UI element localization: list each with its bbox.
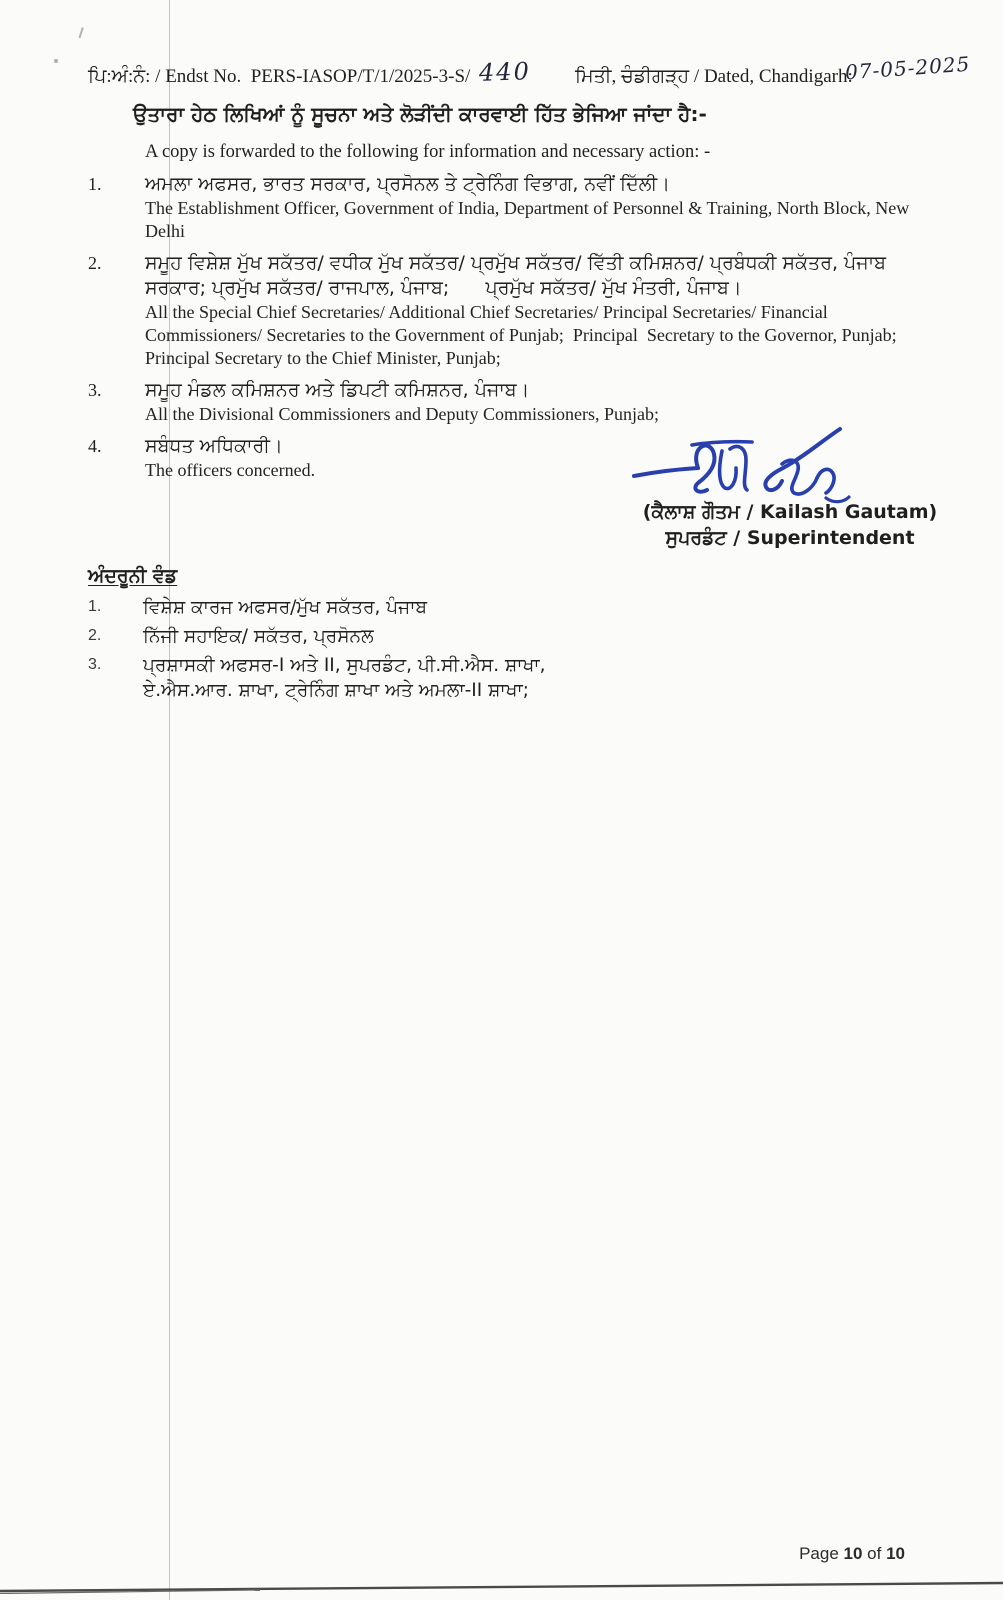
- page-number-footer: [799, 1544, 905, 1564]
- recipient-punjabi: ਸਬੰਧਤ ਅਧਿਕਾਰੀ।: [145, 435, 283, 457]
- bottom-scan-line: [0, 1578, 1003, 1594]
- signature-scribble: [630, 424, 868, 508]
- internal-distribution-heading: ਅੰਦਰੂਨੀ ਵੰਡ: [88, 565, 178, 587]
- recipient-number: 2.: [88, 253, 102, 273]
- scan-speck: [78, 27, 88, 40]
- date-handwritten: 07-05-2025: [844, 51, 971, 85]
- page-current: 10: [843, 1544, 863, 1563]
- signatory-name: (ਕੈਲਾਸ਼ ਗੌਤਮ / Kailash Gautam): [642, 501, 938, 523]
- of-word: of: [862, 1544, 887, 1563]
- recipient-english: All the Special Chief Secretaries/ Additional Chief Secretaries/ Principal Secretaries/ Financial Commissioners/ Secretaries to the Government of Punjab; Principal Secretary to the Governor, Punjab; Principal Secretary to the Chief Minister, Punjab;: [145, 302, 911, 368]
- recipient-item: [88, 172, 926, 243]
- recipient-item: [88, 251, 926, 370]
- scan-speck: [54, 59, 58, 63]
- recipient-punjabi: ਸਮੂਹ ਵਿਸ਼ੇਸ਼ ਮੁੱਖ ਸਕੱਤਰ/ ਵਧੀਕ ਮੁੱਖ ਸਕੱਤਰ/ ਪ੍ਰਮੁੱਖ ਸਕੱਤਰ/ ਵਿੱਤੀ ਕਮਿਸ਼ਨਰ/ ਪ੍ਰਬੰਧਕੀ ਸਕੱਤਰ, ਪੰਜਾਬ ਸਰਕਾਰ; ਪ੍ਰਮੁੱਖ ਸਕੱਤਰ/ ਰਾਜਪਾਲ, ਪੰਜਾਬ; ਪ੍ਰਮੁੱਖ ਸਕੱਤਰ/ ਮੁੱਖ ਮੰਤਰੀ, ਪੰਜਾਬ।: [145, 252, 893, 299]
- internal-item: [88, 653, 788, 703]
- forwarding-line-punjabi: ਉਤਾਰਾ ਹੇਠ ਲਿਖਿਆਂ ਨੂੰ ਸੂਚਨਾ ਅਤੇ ਲੋੜੀਂਦੀ ਕਾਰਵਾਈ ਹਿੱਤ ਭੇਜਿਆ ਜਾਂਦਾ ਹੈ:-: [133, 102, 707, 126]
- recipient-english: The Establishment Officer, Government of India, Department of Personnel & Training, North Block, New Delhi: [145, 198, 914, 241]
- recipient-text: [145, 172, 926, 243]
- recipient-text: [145, 378, 926, 426]
- internal-item-text-line2: ਏ.ਐਸ.ਆਰ. ਸ਼ਾਖਾ, ਟ੍ਰੇਨਿੰਗ ਸ਼ਾਖਾ ਅਤੇ ਅਮਲਾ-II ਸ਼ਾਖਾ;: [143, 680, 529, 701]
- endorsement-number-label: ਪਿ:ਅੰ:ਨੰ: / Endst No. PERS-IASOP/T/1/2025-3-S/: [88, 66, 471, 87]
- internal-item-number: 2.: [88, 627, 102, 644]
- recipient-punjabi: ਸਮੂਹ ਮੰਡਲ ਕਮਿਸ਼ਨਰ ਅਤੇ ਡਿਪਟੀ ਕਮਿਸ਼ਨਰ, ਪੰਜਾਬ।: [145, 379, 530, 401]
- internal-item-text: ਨਿੱਜੀ ਸਹਾਇਕ/ ਸਕੱਤਰ, ਪ੍ਰਸੋਨਲ: [143, 626, 374, 647]
- recipient-item: [88, 378, 926, 426]
- internal-item-text-wrap: [143, 653, 788, 703]
- forwarding-line-english: A copy is forwarded to the following for information and necessary action: -: [145, 142, 711, 162]
- dated-label: ਮਿਤੀ, ਚੰਡੀਗੜ੍ਹ / Dated, Chandigarh:: [575, 66, 853, 87]
- recipient-number: 3.: [88, 380, 102, 400]
- internal-item-number: 3.: [88, 656, 102, 673]
- recipient-number: 1.: [88, 174, 102, 194]
- recipient-english: All the Divisional Commissioners and Deputy Commissioners, Punjab;: [145, 404, 659, 424]
- recipient-punjabi: ਅਮਲਾ ਅਫਸਰ, ਭਾਰਤ ਸਰਕਾਰ, ਪ੍ਰਸੋਨਲ ਤੇ ਟ੍ਰੇਨਿੰਗ ਵਿਭਾਗ, ਨਵੀਂ ਦਿੱਲੀ।: [145, 173, 671, 195]
- page-total: 10: [886, 1544, 905, 1563]
- internal-item: [88, 624, 788, 649]
- recipient-number: 4.: [88, 436, 102, 456]
- signatory-designation: ਸੁਪਰਡੰਟ / Superintendent: [665, 527, 915, 549]
- internal-item-text: ਵਿਸ਼ੇਸ਼ ਕਾਰਜ ਅਫਸਰ/ਮੁੱਖ ਸਕੱਤਰ, ਪੰਜਾਬ: [143, 597, 428, 618]
- endorsement-number-handwritten: 440: [478, 57, 532, 87]
- recipient-text: [145, 251, 926, 370]
- internal-item-text: ਪ੍ਰਸ਼ਾਸਕੀ ਅਫਸਰ-I ਅਤੇ II, ਸੁਪਰਡੰਟ, ਪੀ.ਸੀ.ਐਸ. ਸ਼ਾਖਾ,: [143, 655, 546, 676]
- internal-item: [88, 595, 788, 620]
- internal-distribution-list: [88, 595, 788, 707]
- internal-item-number: 1.: [88, 598, 102, 615]
- page-word: Page: [799, 1544, 844, 1563]
- recipient-english: The officers concerned.: [145, 460, 316, 480]
